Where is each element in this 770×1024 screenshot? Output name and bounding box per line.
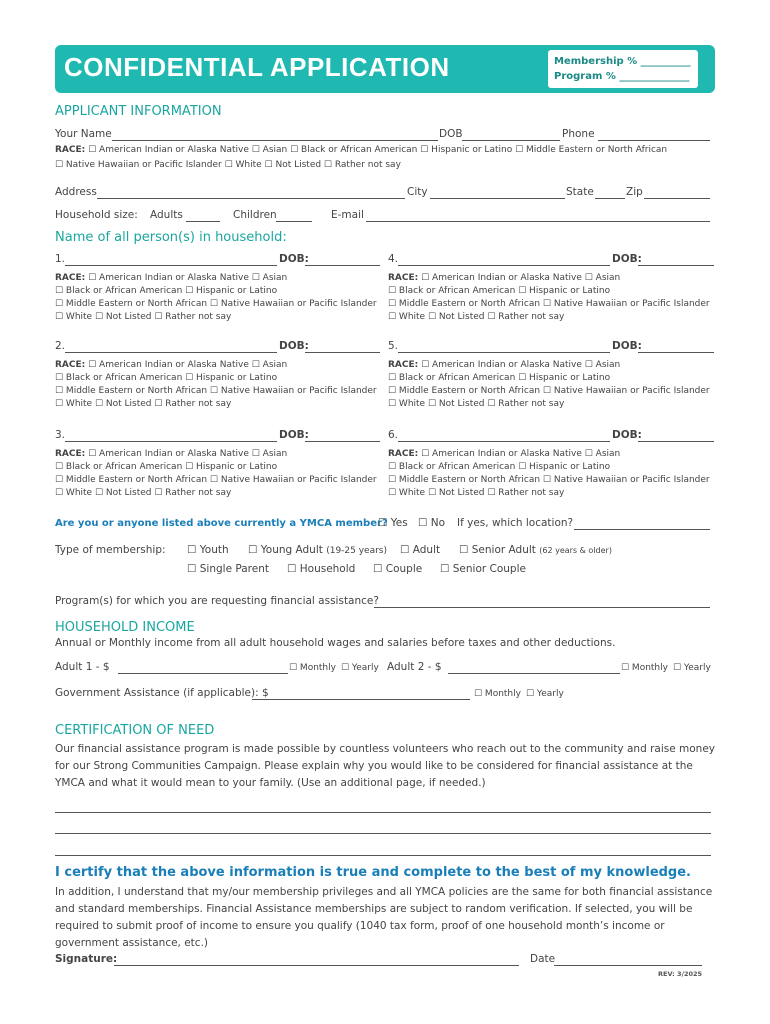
email-field[interactable]: [366, 221, 710, 222]
member-yes-checkbox[interactable]: ☐ Yes: [378, 517, 408, 529]
person-number: 2.: [55, 340, 66, 352]
race-options[interactable]: ☐ Black or African American ☐ Hispanic or Latino: [388, 373, 611, 383]
race-label: RACE:: [388, 449, 419, 459]
race-label: RACE:: [388, 360, 419, 370]
gov-assistance-label: Government Assistance (if applicable): $: [55, 687, 269, 699]
children-label: Children: [233, 209, 277, 221]
dob-field[interactable]: [462, 140, 560, 141]
ymca-member-question: Are you or anyone listed above currently a YMCA member?: [55, 518, 388, 529]
revision-label: REV: 3/2025: [658, 970, 703, 978]
race-options[interactable]: ☐ American Indian or Alaska Native ☐ Asian: [88, 449, 288, 459]
senior-adult-checkbox[interactable]: ☐ Senior Adult: [459, 544, 536, 556]
person-number: 3.: [55, 429, 66, 441]
gov-yearly-checkbox[interactable]: ☐ Yearly: [526, 689, 564, 699]
race-options[interactable]: ☐ Middle Eastern or North African ☐ Native Hawaiian or Pacific Islander: [55, 299, 377, 309]
person-dob-label: DOB:: [612, 253, 642, 265]
person-2-name-field[interactable]: [65, 352, 277, 353]
membership-percent-label: Membership % __________: [554, 56, 691, 67]
race-options[interactable]: ☐ American Indian or Alaska Native ☐ Asian: [421, 273, 621, 283]
person-3-name-field[interactable]: [65, 441, 277, 442]
race-options[interactable]: ☐ American Indian or Alaska Native ☐ Asian: [421, 449, 621, 459]
person-5-name-field[interactable]: [398, 352, 610, 353]
race-options[interactable]: ☐ Black or African American ☐ Hispanic or Latino: [55, 286, 278, 296]
person-number: 6.: [388, 429, 399, 441]
race-options[interactable]: ☐ Black or African American ☐ Hispanic or Latino: [388, 462, 611, 472]
race-label: RACE:: [55, 273, 86, 283]
dob-label: DOB: [439, 128, 463, 140]
couple-checkbox[interactable]: ☐ Couple: [373, 563, 423, 575]
adult2-monthly-checkbox[interactable]: ☐ Monthly: [621, 663, 668, 673]
address-field[interactable]: [97, 198, 405, 199]
programs-label: Program(s) for which you are requesting financial assistance?: [55, 595, 379, 607]
race-label: RACE:: [55, 449, 86, 459]
address-label: Address: [55, 186, 97, 198]
race-options[interactable]: ☐ Middle Eastern or North African ☐ Native Hawaiian or Pacific Islander: [55, 475, 377, 485]
race-options[interactable]: ☐ White ☐ Not Listed ☐ Rather not say: [55, 312, 232, 322]
person-4-dob-field[interactable]: [638, 265, 714, 266]
phone-field[interactable]: [598, 140, 710, 141]
race-label: RACE:: [55, 145, 86, 155]
person-6-name-field[interactable]: [398, 441, 610, 442]
race-options[interactable]: ☐ American Indian or Alaska Native ☐ Asian: [88, 273, 288, 283]
household-checkbox[interactable]: ☐ Household: [287, 563, 356, 575]
explanation-line[interactable]: [55, 833, 711, 834]
race-options[interactable]: ☐ Middle Eastern or North African ☐ Native Hawaiian or Pacific Islander: [388, 299, 710, 309]
race-options[interactable]: ☐ American Indian or Alaska Native ☐ Asian: [421, 360, 621, 370]
race-options[interactable]: ☐ Black or African American ☐ Hispanic or Latino: [55, 373, 278, 383]
race-options-line1[interactable]: ☐ American Indian or Alaska Native ☐ Asian ☐ Black or African American ☐ Hispanic or Latino ☐ Middle Eastern or North African: [88, 145, 668, 155]
household-heading: Name of all person(s) in household:: [55, 230, 287, 245]
race-options[interactable]: ☐ White ☐ Not Listed ☐ Rather not say: [388, 312, 565, 322]
location-field[interactable]: [574, 529, 710, 530]
adult1-income-label: Adult 1 - $: [55, 661, 110, 673]
location-label: If yes, which location?: [457, 517, 574, 529]
person-number: 1.: [55, 253, 66, 265]
person-4-name-field[interactable]: [398, 265, 610, 266]
applicant-heading: APPLICANT INFORMATION: [55, 104, 222, 119]
household-size-label: Household size:: [55, 209, 138, 221]
race-options[interactable]: ☐ Black or African American ☐ Hispanic or Latino: [388, 286, 611, 296]
race-label: RACE:: [55, 360, 86, 370]
children-field[interactable]: [276, 221, 312, 222]
page-title: CONFIDENTIAL APPLICATION: [64, 52, 450, 82]
person-dob-label: DOB:: [612, 429, 642, 441]
single-parent-checkbox[interactable]: ☐ Single Parent: [187, 563, 269, 575]
senior-adult-note: (62 years & older): [539, 546, 612, 555]
adult2-yearly-checkbox[interactable]: ☐ Yearly: [673, 663, 711, 673]
explanation-line[interactable]: [55, 812, 711, 813]
race-options[interactable]: ☐ White ☐ Not Listed ☐ Rather not say: [388, 488, 565, 498]
office-use-box: [548, 50, 698, 88]
member-no-checkbox[interactable]: ☐ No: [418, 517, 446, 529]
zip-label: Zip: [626, 186, 643, 198]
race-options[interactable]: ☐ American Indian or Alaska Native ☐ Asian: [88, 360, 288, 370]
programs-field[interactable]: [374, 607, 710, 608]
race-options[interactable]: ☐ Middle Eastern or North African ☐ Native Hawaiian or Pacific Islander: [388, 475, 710, 485]
phone-label: Phone: [562, 128, 595, 140]
date-label: Date: [530, 953, 556, 965]
race-options[interactable]: ☐ White ☐ Not Listed ☐ Rather not say: [55, 399, 232, 409]
name-field[interactable]: [112, 140, 438, 141]
gov-monthly-checkbox[interactable]: ☐ Monthly: [474, 689, 521, 699]
date-field[interactable]: [554, 965, 702, 966]
membership-type-label: Type of membership:: [55, 544, 166, 556]
person-5-dob-field[interactable]: [638, 352, 714, 353]
adults-label: Adults: [150, 209, 183, 221]
race-options[interactable]: ☐ White ☐ Not Listed ☐ Rather not say: [55, 488, 232, 498]
person-3-dob-field[interactable]: [305, 441, 380, 442]
adult2-income-field[interactable]: [448, 673, 620, 674]
race-options[interactable]: ☐ Black or African American ☐ Hispanic or Latino: [55, 462, 278, 472]
city-field[interactable]: [430, 198, 565, 199]
young-adult-note: (19-25 years): [326, 546, 388, 556]
adult1-monthly-checkbox[interactable]: ☐ Monthly: [289, 663, 336, 673]
race-label: RACE:: [388, 273, 419, 283]
name-label: Your Name: [55, 128, 112, 140]
person-6-dob-field[interactable]: [638, 441, 714, 442]
senior-couple-checkbox[interactable]: ☐ Senior Couple: [440, 563, 526, 575]
adults-field[interactable]: [186, 221, 220, 222]
state-label: State: [566, 186, 594, 198]
race-options[interactable]: ☐ Middle Eastern or North African ☐ Native Hawaiian or Pacific Islander: [55, 386, 377, 396]
adult-checkbox[interactable]: ☐ Adult: [400, 544, 441, 556]
person-number: 4.: [388, 253, 399, 265]
signature-field[interactable]: [114, 965, 519, 966]
person-1-name-field[interactable]: [65, 265, 277, 266]
person-1-dob-field[interactable]: [305, 265, 380, 266]
young-adult-checkbox[interactable]: ☐ Young Adult: [248, 544, 323, 556]
race-options-line2[interactable]: ☐ Native Hawaiian or Pacific Islander ☐ White ☐ Not Listed ☐ Rather not say: [55, 160, 401, 170]
adult1-income-field[interactable]: [118, 673, 288, 674]
person-2-dob-field[interactable]: [305, 352, 380, 353]
person-dob-label: DOB:: [279, 429, 309, 441]
zip-field[interactable]: [644, 198, 710, 199]
income-heading: HOUSEHOLD INCOME: [55, 620, 195, 635]
email-label: E-mail: [331, 209, 364, 221]
person-dob-label: DOB:: [279, 253, 309, 265]
person-number: 5.: [388, 340, 399, 352]
state-field[interactable]: [595, 198, 625, 199]
race-options[interactable]: ☐ White ☐ Not Listed ☐ Rather not say: [388, 399, 565, 409]
adult2-income-label: Adult 2 - $: [387, 661, 442, 673]
program-percent-label: Program % ______________: [554, 71, 690, 82]
certify-statement: I certify that the above information is true and complete to the best of my knowledge.: [55, 865, 691, 880]
adult1-yearly-checkbox[interactable]: ☐ Yearly: [341, 663, 379, 673]
gov-assistance-field[interactable]: [252, 699, 470, 700]
terms-paragraph: In addition, I understand that my/our membership privileges and all YMCA policies are the same for both financial assistance and standard memberships. Financial Assistance memberships are subject to random verification. If selected, you will be required to submit proof of income to ensure you qualify (1040 tax form, proof of one household month’s income or government assistance, etc.): [55, 886, 713, 949]
income-description: Annual or Monthly income from all adult household wages and salaries before taxes and other deductions.: [55, 637, 616, 649]
certification-heading: CERTIFICATION OF NEED: [55, 723, 215, 738]
certification-paragraph: Our financial assistance program is made possible by countless volunteers who reach out to the community and raise money for our Strong Communities Campaign. Please explain why you would like to be considered for financial assistance at the YMCA and what it would mean to your family. (Use an additional page, if needed.): [55, 743, 715, 789]
race-options[interactable]: ☐ Middle Eastern or North African ☐ Native Hawaiian or Pacific Islander: [388, 386, 710, 396]
signature-label: Signature:: [55, 953, 118, 965]
explanation-line[interactable]: [55, 855, 711, 856]
city-label: City: [407, 186, 428, 198]
person-dob-label: DOB:: [612, 340, 642, 352]
youth-checkbox[interactable]: ☐ Youth: [187, 544, 229, 556]
person-dob-label: DOB:: [279, 340, 309, 352]
